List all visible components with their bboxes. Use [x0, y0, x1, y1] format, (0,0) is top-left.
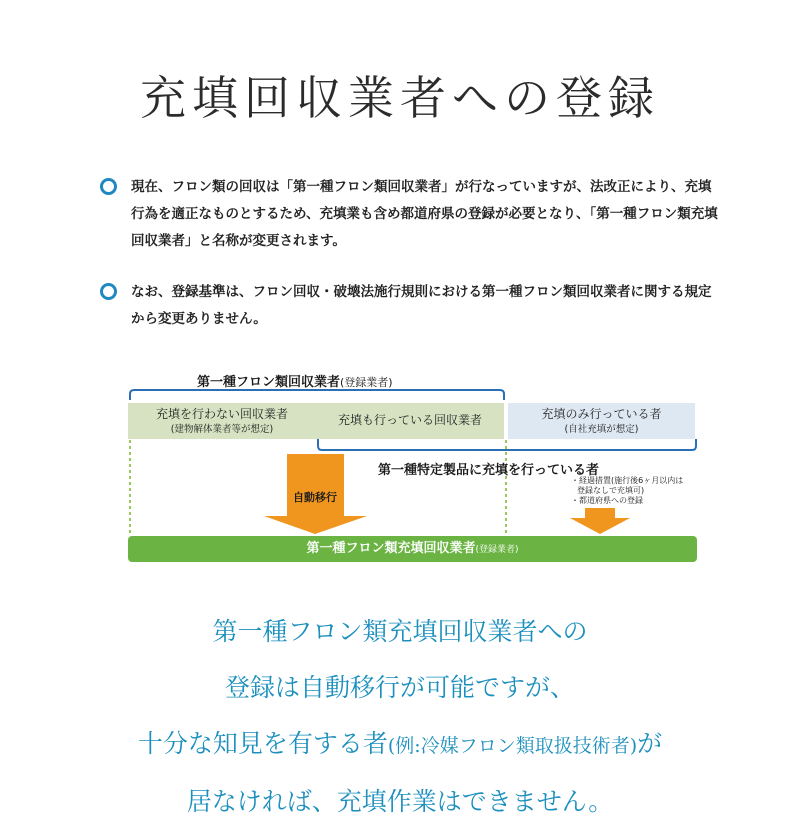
bullet-item	[100, 174, 720, 255]
bullet-text: なお、登録基準は、フロン回収・破壊法施行規則における第一種フロン類回収業者に関する規定から変更ありません。	[131, 284, 712, 327]
result-bar: 第一種フロン類充填回収業者(登録業者)	[128, 536, 697, 562]
circle-bullet-icon	[100, 178, 117, 195]
category-box: 充填も行っている回収業者	[316, 403, 504, 439]
category-box: 充填のみ行っている者 (自社充填が想定)	[508, 403, 695, 439]
bullet-text: 現在、フロン類の回収は「第一種フロン類回収業者」が行なっていますが、法改正により、充填行為を適正なものとするため、充填業も含め都道府県の登録が必要となり、「第一種フロン類充填回収業者」と名称が変更されます。	[131, 179, 718, 249]
auto-transition-label: 自動移行	[293, 491, 337, 504]
registration-diagram	[125, 368, 705, 568]
top-bracket	[130, 390, 504, 400]
diagram-title: 第一種フロン類回収業者(登録業者)	[197, 375, 393, 390]
circle-bullet-icon	[100, 283, 117, 300]
transition-notes: ・経過措置(施行後6ヶ月以内は 登録なしで充填可) ・都道府県への登録	[571, 476, 684, 505]
category-box: 充填を行わない回収業者 (建物解体業者等が想定)	[128, 403, 316, 439]
page-title: 充填回収業者への登録	[140, 71, 660, 125]
bullet-item	[100, 279, 720, 333]
conclusion-text: 第一種フロン類充填回収業者への 登録は自動移行が可能ですが、 十分な知見を有する者(例:冷媒フロン類取扱技術者)が 居なければ、充填作業はできません。	[137, 617, 663, 816]
registration-arrow	[570, 508, 630, 534]
filling-operators-label: 第一種特定製品に充填を行っている者	[378, 463, 600, 478]
